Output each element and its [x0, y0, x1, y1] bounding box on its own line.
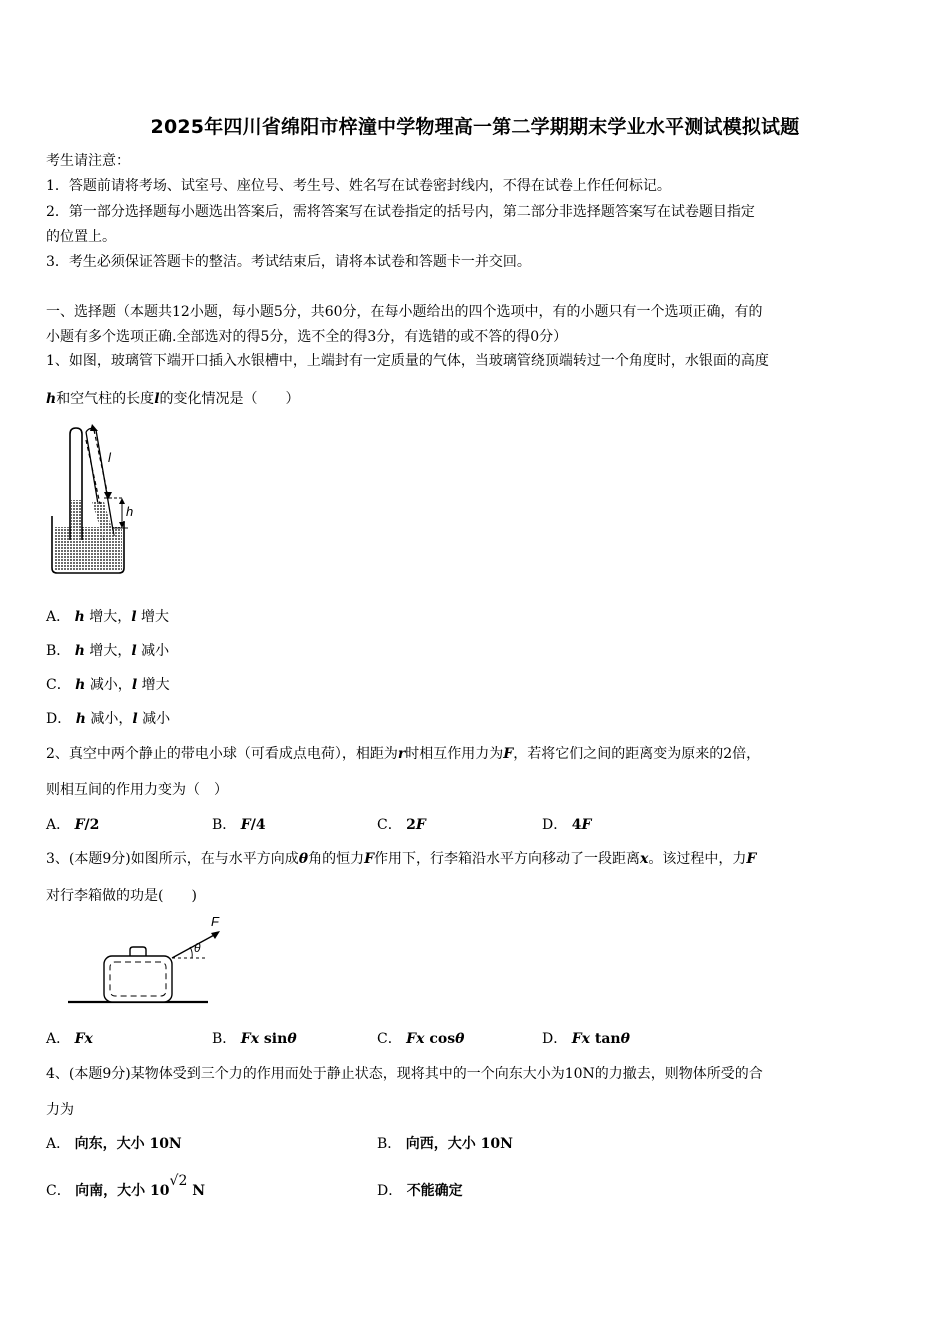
question-3-stem-line2: 对行李箱做的功是( ) — [46, 888, 197, 904]
figure-label-h: h — [126, 504, 134, 519]
option-c[interactable]: C． 向南，大小 10√2 N — [46, 1173, 206, 1199]
notice-item: 3．考生必须保证答题卡的整洁。考试结束后，请将本试卷和答题卡一并交回。 — [46, 254, 531, 270]
figure-label-F: F — [211, 914, 219, 929]
section-instructions: 一、选择题（本题共12小题，每小题5分，共60分，在每小题给出的四个选项中，有的小题只有一个选项正确，有的 — [46, 304, 763, 320]
option-b[interactable]: B． 向西，大小 10N — [377, 1136, 513, 1152]
option-b[interactable]: B． Fx sinθ — [212, 1031, 297, 1047]
option-d[interactable]: D． 不能确定 — [377, 1183, 463, 1199]
notice-item: 的位置上。 — [46, 229, 116, 245]
notice-item: 2．第一部分选择题每小题选出答案后，需将答案写在试卷指定的括号内，第二部分非选择题答案写在试卷题目指定 — [46, 204, 755, 220]
option-b[interactable]: B． F/4 — [212, 817, 266, 833]
question-4-stem: 4、(本题9分)某物体受到三个力的作用而处于静止状态，现将其中的一个向东大小为10N的力撤去，则物体所受的合 — [46, 1066, 763, 1082]
figure-label-l: l — [108, 450, 111, 465]
question-1-stem-line2: h和空气柱的长度l的变化情况是（ ） — [46, 391, 300, 407]
question-2-stem-line2: 则相互间的作用力变为（ ） — [46, 782, 228, 798]
option-a[interactable]: A． h 增大，l 增大 — [46, 609, 169, 625]
notice-item: 1．答题前请将考场、试室号、座位号、考生号、姓名写在试卷密封线内，不得在试卷上作任何标记。 — [46, 178, 671, 194]
option-d[interactable]: D． Fx tanθ — [542, 1031, 630, 1047]
figure-label-theta: θ — [194, 941, 201, 955]
option-a[interactable]: A． 向东，大小 10N — [46, 1136, 182, 1152]
option-a[interactable]: A． F/2 — [46, 817, 100, 833]
question-3-stem: 3、(本题9分)如图所示，在与水平方向成θ角的恒力F作用下，行李箱沿水平方向移动了一段距离x。该过程中，力F — [46, 851, 757, 867]
page-title: 2025年四川省绵阳市梓潼中学物理高一第二学期期末学业水平测试模拟试题 — [150, 116, 800, 138]
option-c[interactable]: C． 2F — [377, 817, 426, 833]
question-1-stem: 1、如图，玻璃管下端开口插入水银槽中，上端封有一定质量的气体，当玻璃管绕顶端转过一个角度时，水银面的高度 — [46, 353, 769, 369]
section-instructions: 小题有多个选项正确.全部选对的得5分，选不全的得3分，有选错的或不答的得0分） — [46, 329, 568, 345]
sqrt-2: √2 — [169, 1173, 188, 1189]
question-4-stem-line2: 力为 — [46, 1102, 74, 1118]
option-a[interactable]: A． Fx — [46, 1031, 93, 1047]
notice-heading: 考生请注意： — [46, 153, 130, 169]
option-c[interactable]: C． Fx cosθ — [377, 1031, 465, 1047]
option-b[interactable]: B． h 增大，l 减小 — [46, 643, 170, 659]
mercury-tube-figure — [46, 418, 146, 580]
suitcase-figure — [66, 912, 219, 1008]
option-d[interactable]: D． 4F — [542, 817, 592, 833]
option-d[interactable]: D． h 减小，l 减小 — [46, 711, 171, 727]
question-2-stem: 2、真空中两个静止的带电小球（可看成点电荷），相距为r时相互作用力为F，若将它们之间的距离变为原来的2倍， — [46, 746, 761, 762]
option-c[interactable]: C． h 减小，l 增大 — [46, 677, 170, 693]
